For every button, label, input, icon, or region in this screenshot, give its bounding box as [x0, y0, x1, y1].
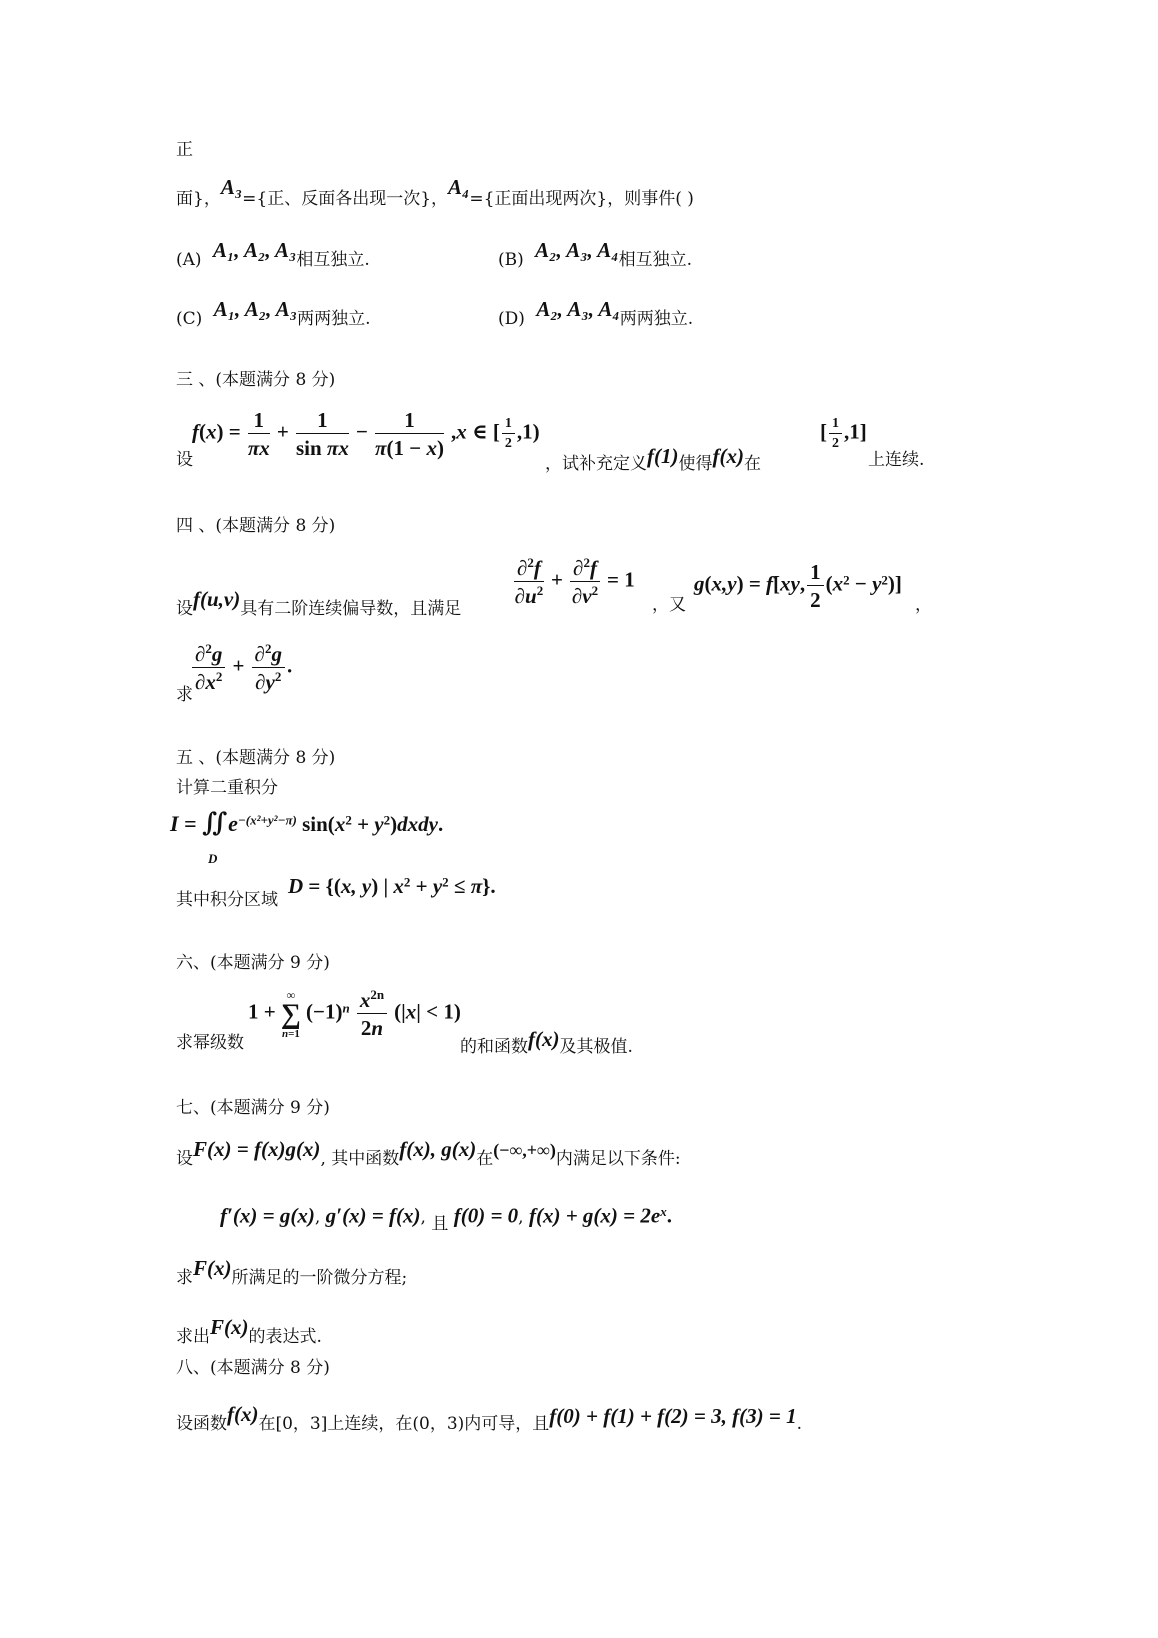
q4-fuv: f(u,v) [193, 587, 241, 611]
q3-formula: f(x) = $\frac{1}{\pi x}$ + $\frac{1}{\text{sin πx}}$ − $\frac{1}{\pi(1 - x)}$ ,x ∈ [ $\frac{1}{2}$ ,1) [192, 408, 540, 461]
q8-heading: 八、(本题满分 8 分) [176, 1358, 330, 1378]
option-label: (B) [498, 250, 524, 270]
option-math: A₂, A₃, A₄ [535, 238, 619, 262]
q7-cond4: f(x) + g(x) = 2e [528, 1203, 661, 1228]
option-label: (C) [176, 309, 203, 329]
q5-line1: 计算二重积分 [176, 778, 278, 798]
event-a3: A₃ [220, 175, 243, 199]
q6-heading: 六、(本题满分 9 分) [176, 953, 330, 973]
q4-qiu: 求 [176, 685, 193, 705]
q3-text [545, 444, 761, 474]
q4-text1: 具有二阶连续偏导数，且满足 [240, 599, 462, 619]
q3-text4: 上连续. [868, 450, 925, 470]
text-line: 正 [176, 140, 193, 160]
q7-fx-def: F(x) = f(x)g(x) [193, 1137, 321, 1161]
q7-fg: f(x), g(x) [399, 1137, 477, 1161]
option-d [498, 297, 694, 329]
q6-text1: 求幂级数 [176, 1033, 244, 1053]
q7-heading: 七、(本题满分 9 分) [176, 1098, 330, 1118]
q5-line3: 其中积分区域 [176, 890, 278, 910]
q3-heading: 三 、(本题满分 8 分) [176, 370, 336, 390]
q7-line1 [176, 1137, 681, 1169]
q6-text3: 及其极值. [559, 1037, 633, 1057]
q7-ask1-b: 所满足的一阶微分方程; [231, 1268, 408, 1288]
q7-cond3: f(0) = 0 [453, 1203, 519, 1228]
q8-cond: f(0) + f(1) + f(2) = 3, f(3) = 1 [549, 1404, 797, 1428]
q6-fx: f(x) [528, 1027, 560, 1051]
q7-ask1-f: F(x) [193, 1256, 232, 1280]
stem-part: ={正面出现两次}，则事件( ) [469, 189, 694, 209]
q4-comma: ， [915, 595, 932, 615]
q4-line [176, 587, 462, 619]
q3-interval: [ $\frac{1}{2}$ ,1] [820, 416, 867, 452]
q7-ask2-f: F(x) [210, 1315, 249, 1339]
question-stem [176, 175, 694, 209]
event-a4: A₄ [448, 175, 470, 199]
q7-ask2 [176, 1315, 322, 1347]
option-math: A₂, A₃, A₄ [536, 297, 620, 321]
q7-ask1 [176, 1256, 408, 1288]
q7-interval: (−∞,+∞) [493, 1140, 556, 1160]
option-c [176, 297, 371, 329]
q3-text2: 使得 [678, 454, 713, 474]
q3-she: 设 [176, 450, 193, 470]
q7-ask2-b: 的表达式. [248, 1327, 322, 1347]
q7-qie: 且 [431, 1213, 449, 1234]
q7-ask1-a: 求 [176, 1268, 193, 1288]
option-math: A₁, A₂, A₃ [213, 297, 298, 321]
q6-text2: 的和函数 [460, 1037, 528, 1057]
q3-f1: f(1) [647, 444, 679, 468]
q4-target: $\frac{\partial^2g}{\partial x^2}$ + $\frac{\partial^2g}{\partial y^2}$ . [190, 642, 292, 694]
q8-line: 设函数f(x)在[0，3]上连续，在(0，3)内可导，且f(0) + f(1) + f(2) = 3, f(3) = 1. [176, 1402, 802, 1434]
q6-text [460, 1027, 633, 1057]
option-label: (A) [176, 250, 202, 270]
q3-text1: ，试补充定义 [545, 454, 647, 474]
option-b [498, 238, 693, 270]
option-math: A₁, A₂, A₃ [212, 238, 297, 262]
q7-text3: 内满足以下条件: [555, 1149, 681, 1169]
q7-cond2: g′(x) = f(x) [325, 1203, 421, 1228]
q5-integral: $I = ∬e^{-(x^2+y^2-\pi)}$ $\sin(x^2$ + $y^2)dxdy$. D [170, 808, 443, 838]
q5-heading: 五 、(本题满分 8 分) [176, 748, 336, 768]
q7-conditions: f′(x) = g(x), g′(x) = f(x), 且 f(0) = 0, $f(x) + g(x) = 2e^x$. [220, 1203, 672, 1234]
q7-cond1: f′(x) = g(x) [220, 1203, 315, 1228]
q8-text2: 在[0，3]上连续，在(0，3)内可导，且 [258, 1414, 550, 1434]
q8-text1: 设函数 [176, 1414, 227, 1434]
option-text: 相互独立. [296, 250, 370, 270]
q4-pde: $\frac{\partial^2f}{\partial u^2}$ + $\frac{\partial^2f}{\partial v^2}$ = 1 [514, 555, 635, 609]
stem-part: 面}， [176, 189, 221, 209]
q7-ask2-a: 求出 [176, 1327, 210, 1347]
option-label: (D) [498, 309, 525, 329]
q4-heading: 四 、(本题满分 8 分) [176, 516, 336, 536]
q7-text2: 在 [476, 1149, 494, 1169]
integral-domain-label: D [208, 851, 218, 866]
q3-text3: 在 [743, 454, 761, 474]
option-text: 相互独立. [618, 250, 693, 270]
q4-g-def: g(x,y) = f[xy, $\frac{1}{2}$ $(x^2 - y^2)$] [694, 560, 902, 613]
option-text: 两两独立. [297, 309, 371, 329]
q7-text1: , 其中函数 [320, 1149, 400, 1169]
stem-part: ={正、反面各出现一次}， [242, 189, 449, 209]
q7-cond4-exp: x [660, 1204, 667, 1219]
option-a [176, 238, 370, 270]
q8-fx: f(x) [227, 1402, 259, 1426]
q4-text2: ，又 [652, 595, 686, 615]
q7-she: 设 [176, 1149, 193, 1169]
q6-series: 1 + ∞ ∑ n=1 $(-1)^n$ $\frac{x^{2n}}{2n}$ (|x| < 1) [248, 987, 461, 1041]
q5-domain: D = {(x, y) | $x^2 + y^2 \le \pi$}. [288, 874, 496, 898]
q4-she: 设 [176, 599, 193, 619]
q3-fx: f(x) [712, 444, 744, 468]
option-text: 两两独立. [619, 309, 694, 329]
